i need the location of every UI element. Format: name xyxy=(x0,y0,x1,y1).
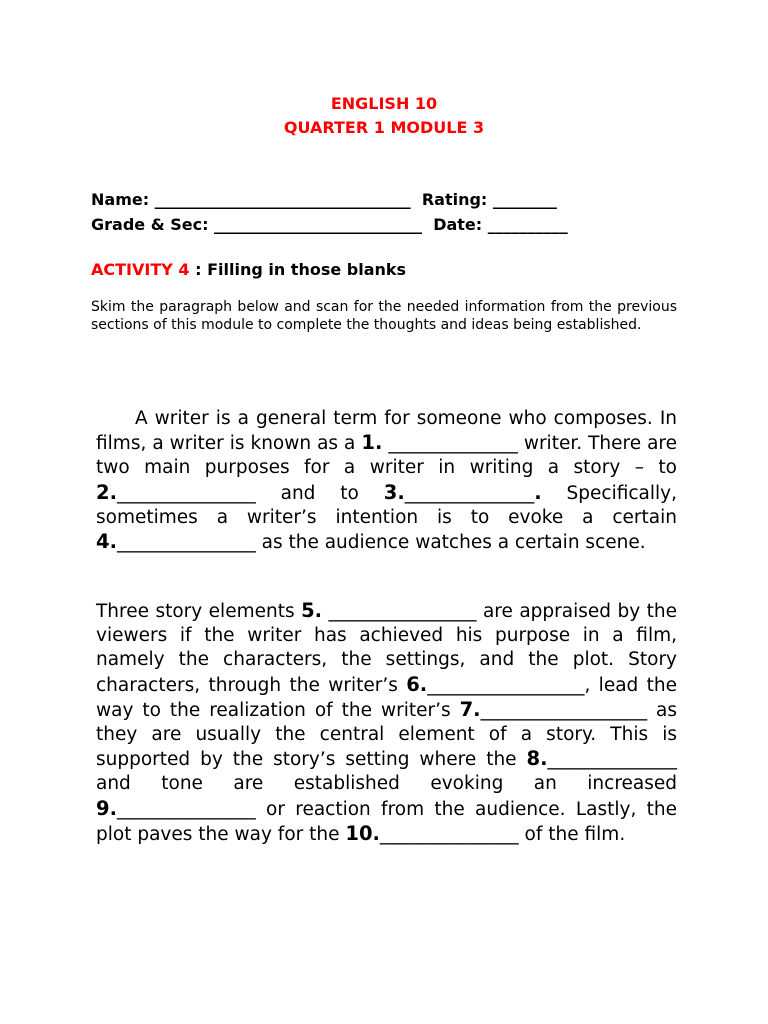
paragraph-2-text: _________________, lead the way to the realization of the writer’s xyxy=(96,674,677,721)
paragraph-1-text: _______________ as the audience watches a certain scene. xyxy=(116,532,646,554)
blank-number-2: 2. xyxy=(96,480,117,504)
paragraph-1 xyxy=(96,407,677,555)
blank-number-7: 7. xyxy=(459,697,481,721)
name-rating-line: Name: ________________________________ Rating: ________ xyxy=(91,190,557,209)
blank-number-5: 5. xyxy=(301,599,323,622)
blank-number-4: 4. xyxy=(96,530,117,554)
activity-label: ACTIVITY 4 xyxy=(91,260,190,279)
paragraph-1-text: A writer is a general term for someone who composes. In films, a writer is known as a xyxy=(96,408,677,455)
activity-title: : Filling in those blanks xyxy=(189,260,407,279)
blank-number-1: 1. xyxy=(361,431,383,455)
blank-number-6: 6. xyxy=(406,672,428,696)
paragraph-2-text: __________________ as they are usually the central element of a story. This is supported by the story’s setting where the xyxy=(96,699,677,771)
paragraph-2-text: ______________ and tone are established evoking an increased xyxy=(96,749,677,795)
paragraph-2-text: _______________ or reaction from the audience. Lastly, the plot paves the way for the xyxy=(96,798,677,845)
blank-number-10: 10. xyxy=(345,821,380,845)
module-title: QUARTER 1 MODULE 3 xyxy=(283,118,485,137)
blank-number-8: 8. xyxy=(526,747,548,771)
paragraph-2-text: _______________ of the film. xyxy=(379,823,626,845)
paragraph-2 xyxy=(96,599,677,847)
blank-number-3: 3. xyxy=(383,480,405,504)
grade-date-line: Grade & Sec: __________________________ Date: __________ xyxy=(91,215,568,234)
paragraph-1-text: _______________ and to xyxy=(116,482,384,504)
paragraph-2-text: Three story elements xyxy=(96,601,302,622)
subject-title: ENGLISH 10 xyxy=(330,94,438,113)
blank-3-period: . xyxy=(534,480,542,504)
paragraph-1-text: Specifically, sometimes a writer’s intention is to evoke a certain xyxy=(96,482,677,528)
instructions-text: Skim the paragraph below and scan for the needed information from the previous sections of this module to complete the thoughts and ideas being established. xyxy=(91,299,677,333)
activity-heading xyxy=(91,260,406,279)
paragraph-2-text: ________________ are appraised by the viewers if the writer has achieved his purpose in a film, namely the characters, the settings, and the plot. Story characters, through the writer’s xyxy=(96,601,677,696)
blank-number-9: 9. xyxy=(96,796,117,820)
paragraph-1-text: ______________ writer. There are two main purposes for a writer in writing a story – to xyxy=(96,433,677,479)
paragraph-1-text: ______________ xyxy=(404,482,535,504)
